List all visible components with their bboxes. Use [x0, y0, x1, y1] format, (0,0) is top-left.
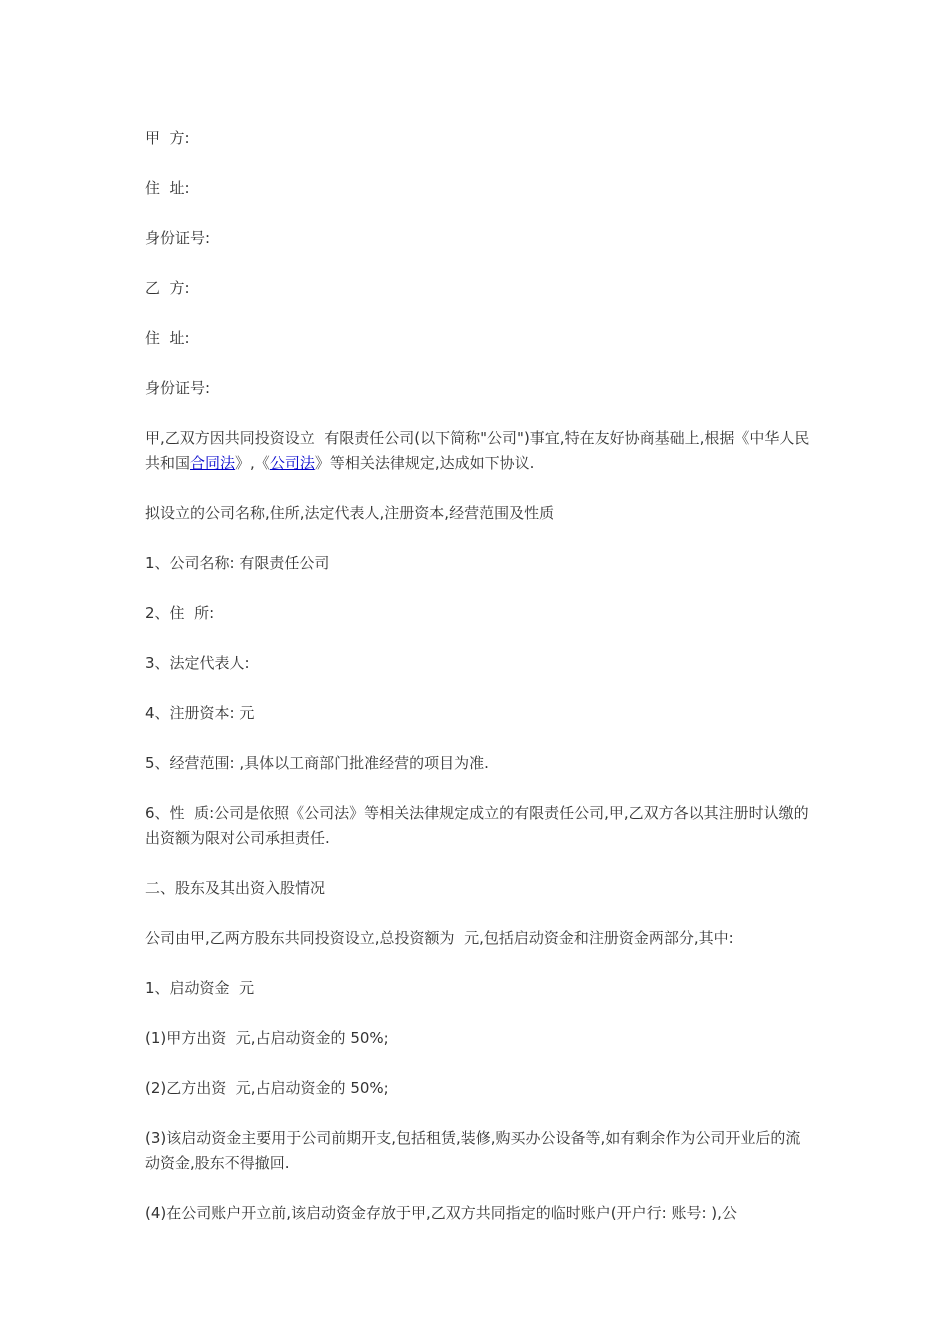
- party-b-label: 乙 方:: [145, 279, 190, 297]
- intro-text-1: 甲,乙双方因共同投资设立 有限责任公司(以下简称"公司")事宜,特在友好协商基础上,根据《中华人民共和国: [145, 429, 810, 472]
- party-a-contribution: (1)甲方出资 元,占启动资金的 50%;: [145, 1029, 389, 1047]
- contract-law-link[interactable]: 合同法: [190, 454, 236, 472]
- company-law-link[interactable]: 公司法: [269, 454, 315, 472]
- section-one-heading: 拟设立的公司名称,住所,法定代表人,注册资本,经营范围及性质: [145, 504, 555, 522]
- legal-representative-clause: 3、法定代表人:: [145, 654, 250, 672]
- temporary-account-clause: (4)在公司账户开立前,该启动资金存放于甲,乙双方共同指定的临时账户(开户行: 账号: ),公: [145, 1204, 737, 1222]
- intro-text-2: 》,《: [235, 454, 270, 472]
- intro-text-3: 》等相关法律规定,达成如下协议.: [314, 454, 535, 472]
- party-b-address: 住 址:: [145, 329, 190, 347]
- investment-overview: 公司由甲,乙两方股东共同投资设立,总投资额为 元,包括启动资金和注册资金两部分,其中:: [145, 929, 734, 947]
- intro-paragraph: [145, 426, 811, 476]
- business-scope-clause: 5、经营范围: ,具体以工商部门批准经营的项目为准.: [145, 754, 489, 772]
- company-name-clause: 1、公司名称: 有限责任公司: [145, 554, 330, 572]
- company-domicile-clause: 2、住 所:: [145, 604, 215, 622]
- section-two-heading: 二、股东及其出资入股情况: [145, 879, 326, 897]
- party-b-contribution: (2)乙方出资 元,占启动资金的 50%;: [145, 1079, 389, 1097]
- company-nature-clause: 6、性 质:公司是依照《公司法》等相关法律规定成立的有限责任公司,甲,乙双方各以其注册时认缴的出资额为限对公司承担责任.: [145, 804, 809, 847]
- party-a-address: 住 址:: [145, 179, 190, 197]
- party-a-label: 甲 方:: [145, 129, 190, 147]
- startup-capital-usage: (3)该启动资金主要用于公司前期开支,包括租赁,装修,购买办公设备等,如有剩余作为公司开业后的流动资金,股东不得撤回.: [145, 1129, 801, 1172]
- party-a-id-number: 身份证号:: [145, 229, 211, 247]
- party-b-id-number: 身份证号:: [145, 379, 211, 397]
- document-body: [145, 126, 811, 1251]
- startup-capital-clause: 1、启动资金 元: [145, 979, 255, 997]
- registered-capital-clause: 4、注册资本: 元: [145, 704, 255, 722]
